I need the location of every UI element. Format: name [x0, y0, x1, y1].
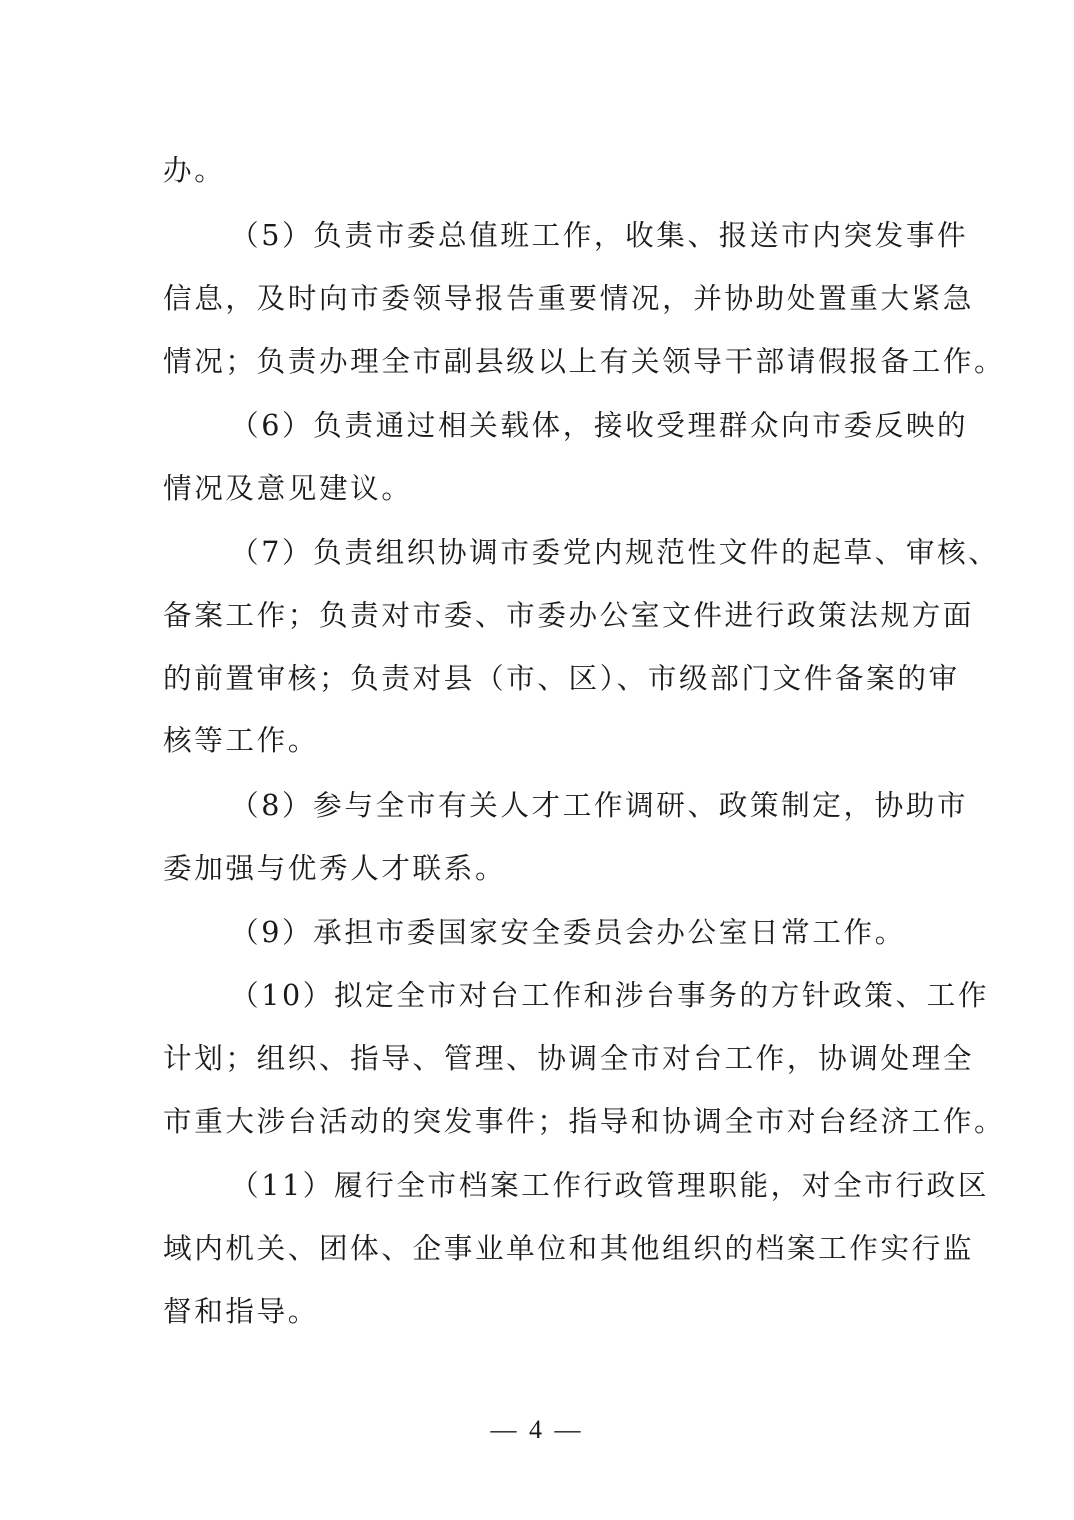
page-number: — 4 — — [490, 1415, 584, 1444]
paragraph-5-line-3: 情况；负责办理全市副县级以上有关领导干部请假报备工作。 — [163, 344, 1006, 378]
paragraph-7-line-3: 的前置审核；负责对县（市、区）、市级部门文件备案的审 — [163, 661, 960, 695]
paragraph-9-line-1: （9）承担市委国家安全委员会办公室日常工作。 — [230, 915, 906, 949]
paragraph-5-line-1: （5）负责市委总值班工作，收集、报送市内突发事件 — [230, 218, 969, 252]
paragraph-7-line-4: 核等工作。 — [163, 723, 319, 757]
paragraph-11-line-2: 域内机关、团体、企事业单位和其他组织的档案工作实行监 — [163, 1231, 975, 1265]
paragraph-6-line-1: （6）负责通过相关载体，接收受理群众向市委反映的 — [230, 408, 969, 442]
paragraph-5-line-2: 信息，及时向市委领导报告重要情况，并协助处置重大紧急 — [163, 281, 975, 315]
paragraph-10-line-1: （10）拟定全市对台工作和涉台事务的方针政策、工作 — [230, 978, 990, 1012]
paragraph-11-line-1: （11）履行全市档案工作行政管理职能，对全市行政区 — [230, 1168, 990, 1202]
paragraph-7-line-1: （7）负责组织协调市委党内规范性文件的起草、审核、 — [230, 535, 1000, 569]
paragraph-6-line-2: 情况及意见建议。 — [163, 471, 413, 505]
paragraph-10-line-2: 计划；组织、指导、管理、协调全市对台工作，协调处理全 — [163, 1041, 975, 1075]
text-line: 办。 — [163, 153, 226, 187]
paragraph-11-line-3: 督和指导。 — [163, 1294, 319, 1328]
paragraph-8-line-1: （8）参与全市有关人才工作调研、政策制定，协助市 — [230, 788, 969, 822]
paragraph-7-line-2: 备案工作；负责对市委、市委办公室文件进行政策法规方面 — [163, 598, 975, 632]
paragraph-10-line-3: 市重大涉台活动的突发事件；指导和协调全市对台经济工作。 — [163, 1104, 1006, 1138]
paragraph-8-line-2: 委加强与优秀人才联系。 — [163, 851, 507, 885]
